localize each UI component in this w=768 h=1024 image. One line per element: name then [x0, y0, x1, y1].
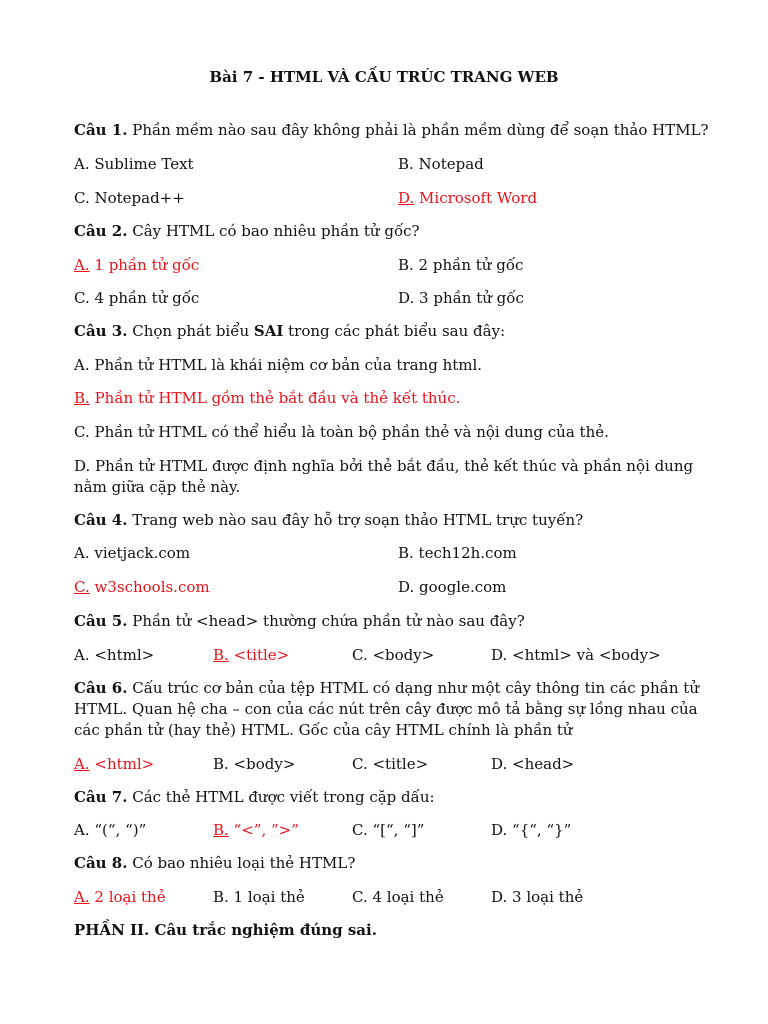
q1-option-d-correct [398, 189, 537, 207]
question-3-text-post: trong các phát biểu sau đây: [283, 322, 506, 340]
question-8-label: Câu 8. [74, 854, 128, 872]
question-2-label: Câu 2. [74, 222, 128, 240]
question-1-label: Câu 1. [74, 121, 128, 139]
q7-option-a: A. “(“, “)” [74, 821, 147, 839]
q5-option-b-letter: B. [213, 646, 229, 664]
question-1 [74, 121, 709, 139]
question-7 [74, 788, 694, 806]
question-6-text: Cấu trúc cơ bản của tệp HTML có dạng như một cây thông tin các phần tử HTML. Quan hệ cha – con của các nút trên cây được mô tả bằng sự lồng nhau của các phần tử (hay thẻ) HTML. Gốc của cây HTML chính là phần tử [74, 679, 699, 739]
q8-option-a-letter: A. [74, 888, 90, 906]
q5-option-d: D. <html> và <body> [491, 646, 661, 664]
question-4-label: Câu 4. [74, 511, 128, 529]
question-4 [74, 511, 694, 529]
q3-option-a: A. Phần tử HTML là khái niệm cơ bản của trang html. [74, 356, 483, 374]
question-3 [74, 322, 694, 340]
q7-option-d: D. “{“, “}” [491, 821, 572, 839]
q8-option-b: B. 1 loại thẻ [213, 888, 305, 906]
q6-option-d: D. <head> [491, 755, 575, 773]
q3-option-c: C. Phần tử HTML có thể hiểu là toàn bộ phần thẻ và nội dung của thẻ. [74, 423, 609, 441]
question-8-text: Có bao nhiêu loại thẻ HTML? [127, 854, 356, 872]
q3-option-b-letter: B. [74, 389, 90, 407]
q5-option-b-text: <title> [228, 646, 290, 664]
q5-option-c: C. <body> [352, 646, 435, 664]
q4-option-b: B. tech12h.com [398, 544, 517, 562]
q3-option-d: D. Phần tử HTML được định nghĩa bởi thẻ bắt đầu, thẻ kết thúc và phần nội dung nằm giữa cặp thẻ này. [74, 457, 694, 496]
q4-option-c-letter: C. [74, 578, 90, 596]
q1-option-d-letter: D. [398, 189, 415, 207]
q7-option-b-text: “<”, ”>” [228, 821, 299, 839]
q8-option-a-correct [74, 888, 166, 906]
question-7-label: Câu 7. [74, 788, 128, 806]
q2-option-a-text: 1 phần tử gốc [89, 256, 200, 274]
q2-option-a-letter: A. [74, 256, 90, 274]
question-8 [74, 854, 694, 872]
question-6-label: Câu 6. [74, 679, 128, 697]
q1-option-a: A. Sublime Text [74, 155, 194, 173]
question-4-text: Trang web nào sau đây hỗ trợ soạn thảo HTML trực tuyến? [127, 511, 584, 529]
question-3-label: Câu 3. [74, 322, 128, 340]
q5-option-a: A. <html> [74, 646, 155, 664]
question-3-text-bold: SAI [253, 322, 284, 340]
q5-option-b-correct [213, 646, 289, 664]
q2-option-a-correct [74, 256, 199, 274]
q2-option-d: D. 3 phần tử gốc [398, 289, 524, 307]
q7-option-b-correct [213, 821, 299, 839]
q1-option-d-text: Microsoft Word [414, 189, 538, 207]
q6-option-a-text: <html> [89, 755, 155, 773]
q4-option-d: D. google.com [398, 578, 507, 596]
question-7-text: Các thẻ HTML được viết trong cặp dấu: [127, 788, 435, 806]
question-2 [74, 222, 694, 240]
page-title: Bài 7 - HTML VÀ CẤU TRÚC TRANG WEB [209, 68, 559, 86]
q4-option-a: A. vietjack.com [74, 544, 191, 562]
q7-option-c: C. “[“, “]” [352, 821, 425, 839]
q6-option-c: C. <title> [352, 755, 429, 773]
q2-option-b: B. 2 phần tử gốc [398, 256, 524, 274]
q3-option-b-correct [74, 389, 460, 407]
q3-option-b-text: Phần tử HTML gồm thẻ bắt đầu và thẻ kết thúc. [89, 389, 461, 407]
q7-option-b-letter: B. [213, 821, 229, 839]
q1-option-b: B. Notepad [398, 155, 484, 173]
q8-option-d: D. 3 loại thẻ [491, 888, 584, 906]
question-5-text: Phần tử <head> thường chứa phần tử nào sau đây? [127, 612, 525, 630]
section-2-heading: PHẦN II. Câu trắc nghiệm đúng sai. [74, 921, 377, 939]
q8-option-c: C. 4 loại thẻ [352, 888, 444, 906]
q6-option-b: B. <body> [213, 755, 296, 773]
q8-option-a-text: 2 loại thẻ [89, 888, 166, 906]
question-1-text: Phần mềm nào sau đây không phải là phần mềm dùng để soạn thảo HTML? [127, 121, 709, 139]
q1-option-c: C. Notepad++ [74, 189, 185, 207]
q4-option-c-correct [74, 578, 210, 596]
q4-option-c-text: w3schools.com [89, 578, 210, 596]
question-5 [74, 612, 694, 630]
q6-option-a-letter: A. [74, 755, 90, 773]
q6-option-a-correct [74, 755, 154, 773]
question-6 [74, 678, 699, 741]
q2-option-c: C. 4 phần tử gốc [74, 289, 200, 307]
question-2-text: Cây HTML có bao nhiêu phần tử gốc? [127, 222, 420, 240]
question-3-text-pre: Chọn phát biểu [127, 322, 254, 340]
question-5-label: Câu 5. [74, 612, 128, 630]
